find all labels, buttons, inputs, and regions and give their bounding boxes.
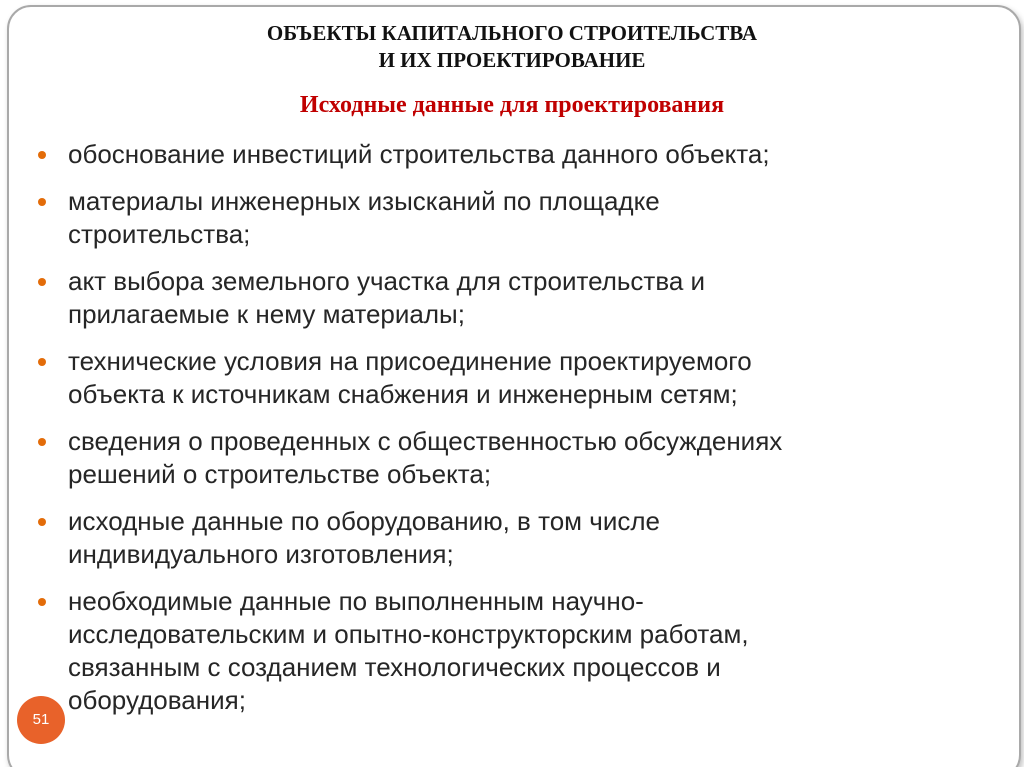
list-item-line: исследовательским и опытно-конструкторским работам,: [68, 619, 749, 649]
bullet-dot-icon: [38, 151, 46, 159]
bullet-dot-icon: [38, 598, 46, 606]
bullet-dot-icon: [38, 358, 46, 366]
list-item-line: индивидуального изготовления;: [68, 539, 454, 569]
bullet-dot-icon: [38, 518, 46, 526]
list-item: [36, 138, 996, 171]
list-item-line: акт выбора земельного участка для строительства и: [68, 266, 706, 296]
list-item-line: обоснование инвестиций строительства данного объекта;: [68, 139, 770, 169]
slide-title-line-1: ОБЪЕКТЫ КАПИТАЛЬНОГО СТРОИТЕЛЬСТВА: [266, 21, 758, 45]
list-item: [36, 505, 996, 571]
list-item-line: оборудования;: [68, 685, 246, 715]
list-item-line: строительства;: [68, 219, 251, 249]
list-item: [36, 265, 996, 331]
slide-number-badge: 51: [17, 696, 65, 744]
bullet-list: [36, 138, 996, 731]
list-item: [36, 185, 996, 251]
list-item-line: необходимые данные по выполненным научно-: [68, 586, 644, 616]
list-item-line: прилагаемые к нему материалы;: [68, 299, 465, 329]
bullet-dot-icon: [38, 198, 46, 206]
list-item-line: технические условия на присоединение проектируемого: [68, 346, 752, 376]
bullet-dot-icon: [38, 438, 46, 446]
slide-title-line-2: И ИХ ПРОЕКТИРОВАНИЕ: [378, 48, 646, 72]
list-item: [36, 425, 996, 491]
list-item-line: исходные данные по оборудованию, в том числе: [68, 506, 660, 536]
list-item-line: связанным с созданием технологических процессов и: [68, 652, 721, 682]
list-item-line: материалы инженерных изысканий по площадке: [68, 186, 660, 216]
list-item: [36, 585, 996, 717]
list-item: [36, 345, 996, 411]
list-item-line: объекта к источникам снабжения и инженерным сетям;: [68, 379, 738, 409]
bullet-dot-icon: [38, 278, 46, 286]
slide-title: [0, 20, 1024, 74]
list-item-line: решений о строительстве объекта;: [68, 459, 492, 489]
list-item-line: сведения о проведенных с общественностью обсуждениях: [68, 426, 783, 456]
slide-subtitle: Исходные данные для проектирования: [299, 92, 725, 118]
